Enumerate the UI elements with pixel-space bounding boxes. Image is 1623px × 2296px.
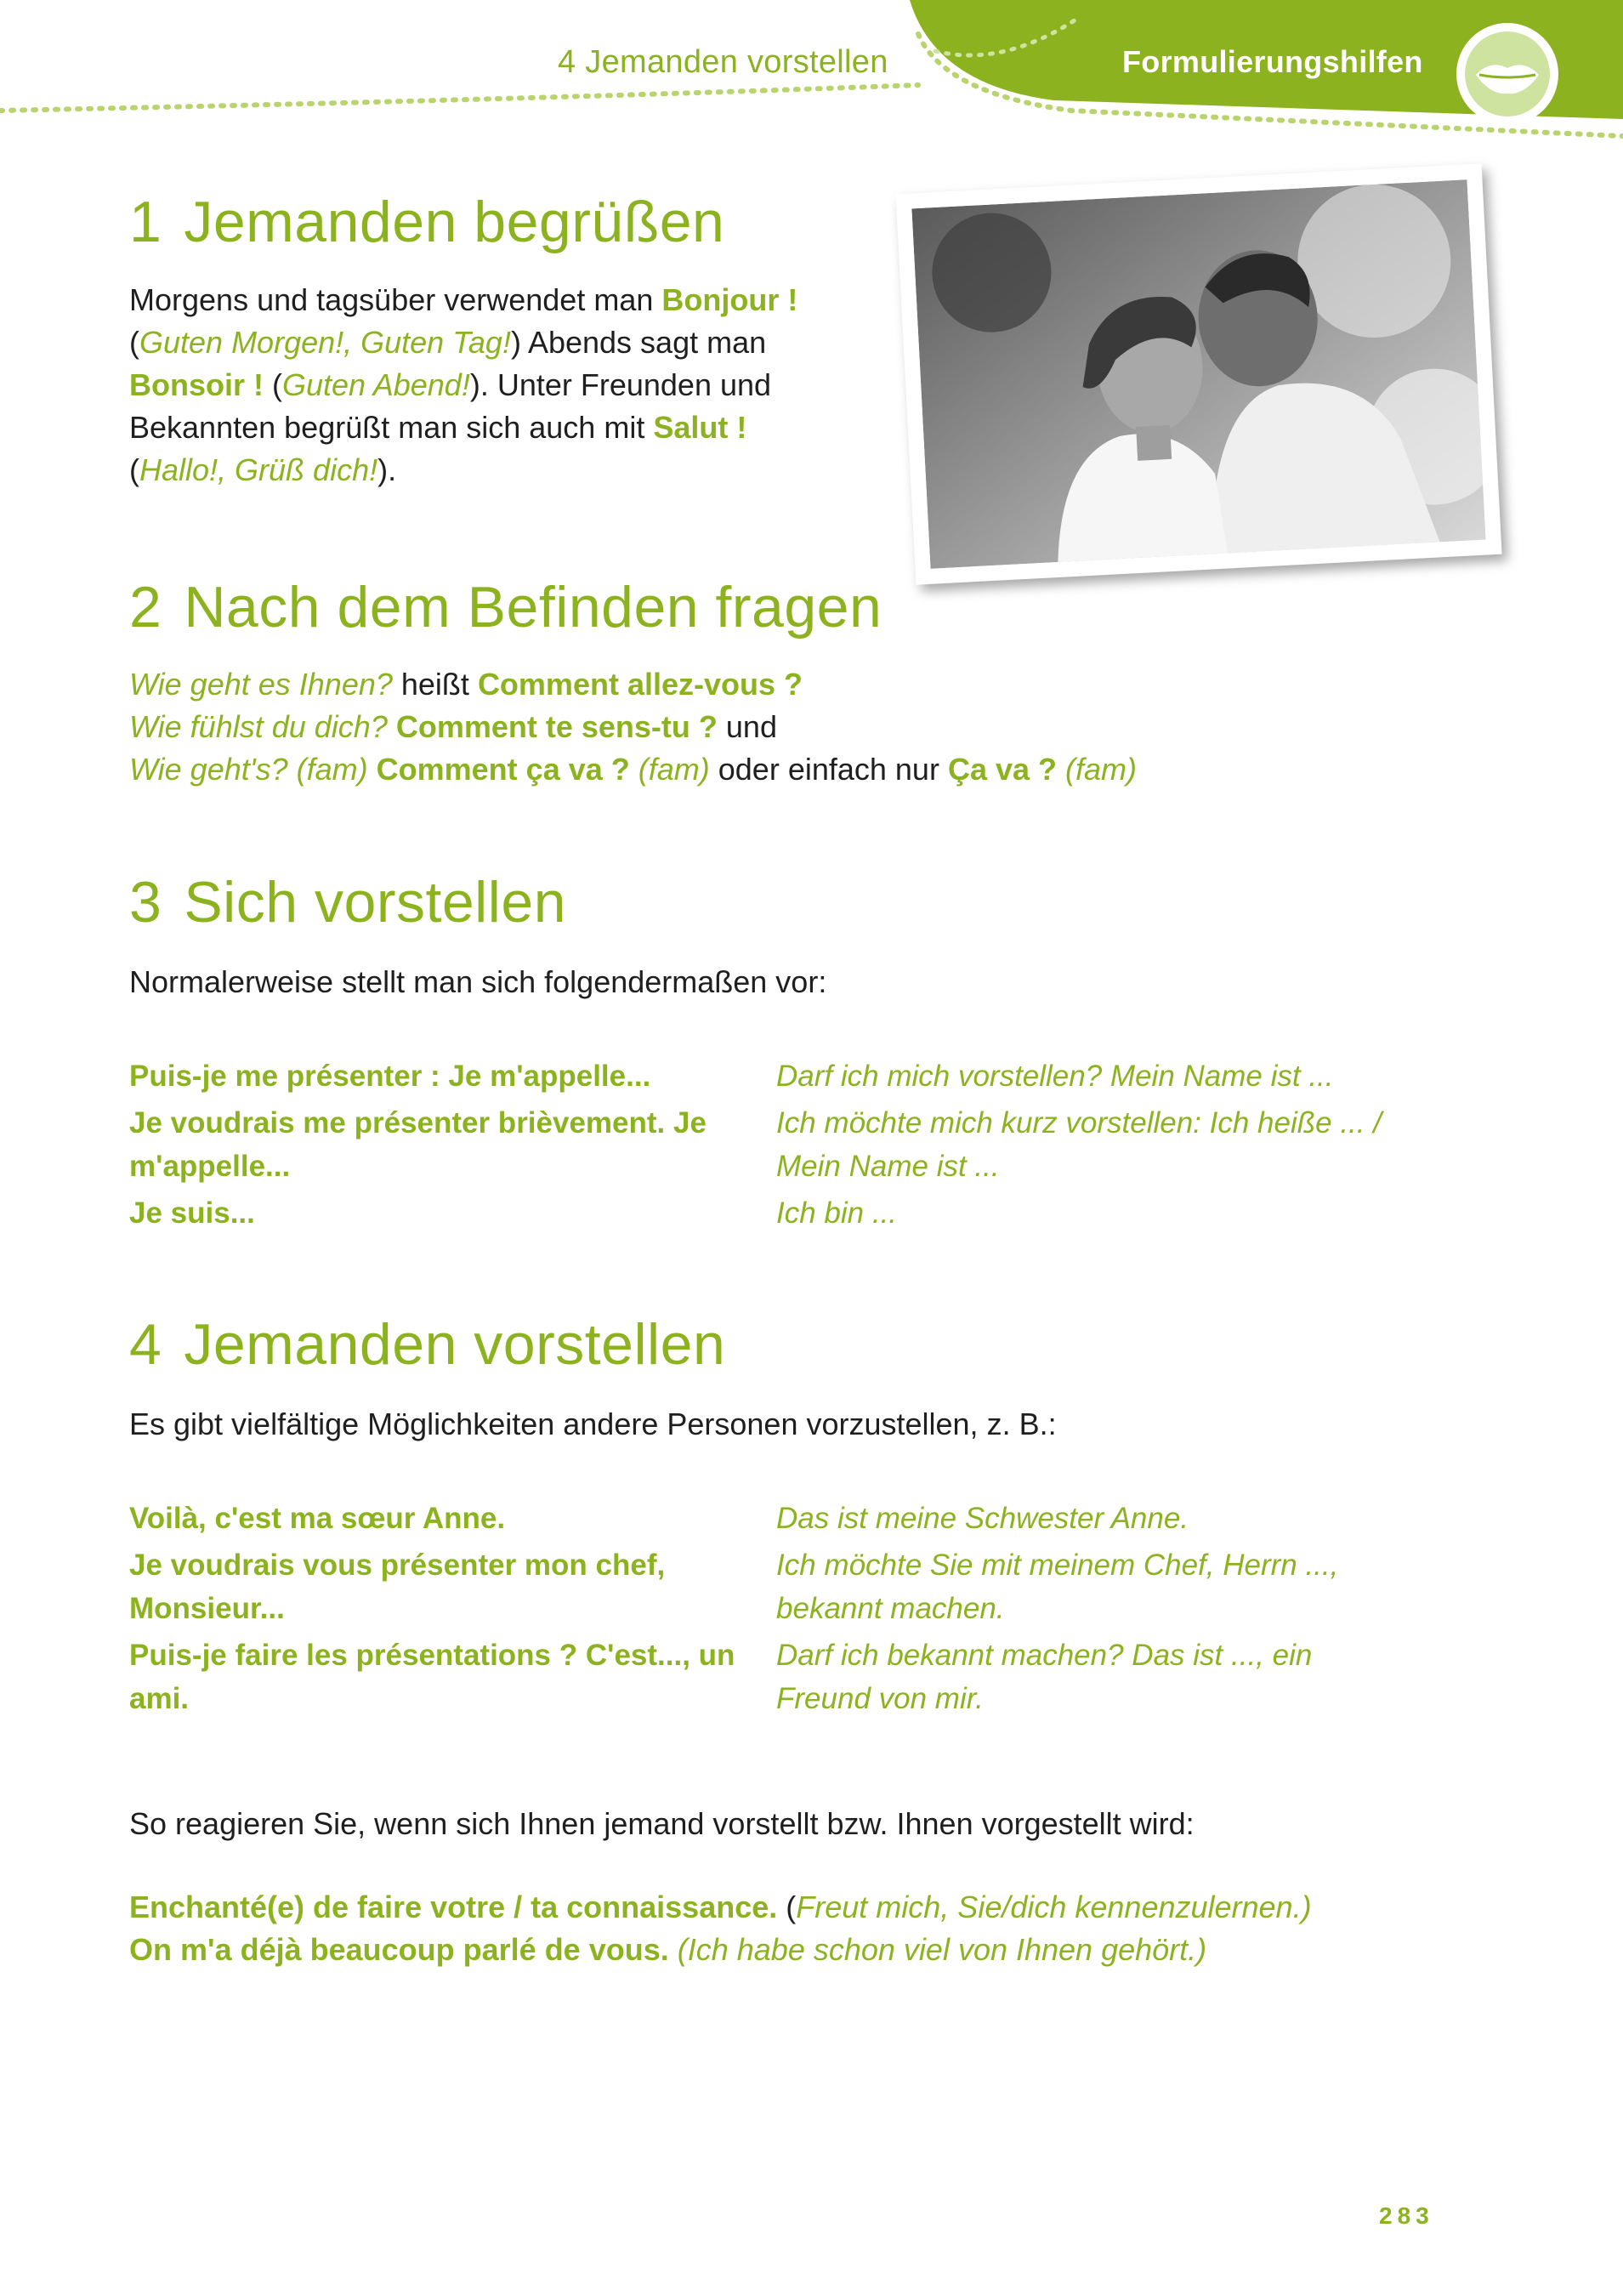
french-phrase: Comment allez-vous ? — [477, 667, 803, 702]
german-translation: Darf ich mich vorstellen? Mein Name ist ... — [776, 1060, 1334, 1093]
french-phrase: Bonsoir ! — [129, 367, 264, 402]
text: ( — [777, 1890, 797, 1924]
german-translation: Guten Morgen!, Guten Tag! — [139, 325, 511, 360]
french-phrase: Enchanté(e) de faire votre / ta connaissance. — [129, 1890, 778, 1924]
section-title: Jemanden vorstellen — [184, 1312, 726, 1377]
section-title: Nach dem Befinden fragen — [184, 575, 882, 639]
german-translation: Das ist meine Schwester Anne. — [776, 1502, 1189, 1535]
section-2-paragraph — [129, 663, 1405, 791]
section-4-heading — [129, 1311, 725, 1378]
text: ). Unter Freunden und — [469, 367, 772, 402]
section-1-heading — [129, 189, 724, 255]
text: Morgens und tagsüber verwendet man — [129, 282, 662, 317]
french-phrase: Voilà, c'est ma sœur Anne. — [129, 1502, 506, 1535]
text: und — [717, 709, 777, 744]
french-phrase: Comment ça va ? — [376, 752, 630, 787]
french-phrase: Je voudrais me présenter brièvement. Je m'appelle... — [129, 1106, 707, 1183]
french-phrase: Je suis... — [129, 1196, 255, 1230]
french-phrase: Je voudrais vous présenter mon chef, Monsieur... — [129, 1549, 666, 1625]
section-1-paragraph — [129, 279, 877, 492]
header-decoration — [0, 0, 1623, 170]
section-title: Sich vorstellen — [184, 870, 567, 935]
german-translation: Freut mich, Sie/dich kennenzulernen.) — [796, 1890, 1312, 1924]
section-number: 2 — [129, 575, 162, 639]
section-number: 3 — [129, 870, 162, 935]
section-tab-label: Formulierungshilfen — [1122, 44, 1423, 79]
section-number: 1 — [129, 190, 162, 254]
german-phrase: Wie geht es Ihnen? — [129, 667, 393, 702]
phrase-row — [129, 1054, 1405, 1098]
french-phrase: Bonjour ! — [661, 282, 798, 317]
text: Bekannten begrüßt man sich auch mit — [129, 410, 654, 445]
text: heißt — [392, 667, 478, 702]
chapter-title: 4 Jemanden vorstellen — [558, 44, 888, 80]
french-phrase: Puis-je me présenter : Je m'appelle... — [129, 1060, 651, 1093]
section-3-phrase-table — [129, 1054, 1405, 1238]
text: ). — [377, 452, 397, 487]
text: oder einfach nur — [709, 752, 948, 787]
text — [630, 752, 638, 787]
phrase-row — [129, 1634, 1405, 1720]
german-translation: Hallo!, Grüß dich! — [139, 452, 378, 487]
german-phrase: Wie fühlst du dich? — [129, 709, 388, 744]
phrase-row — [129, 1101, 1405, 1188]
french-phrase: Ça va ? — [947, 752, 1058, 787]
section-title: Jemanden begrüßen — [184, 190, 725, 254]
section-3-heading — [129, 869, 566, 935]
text: ( — [129, 452, 139, 487]
lips-icon — [1452, 19, 1563, 129]
german-phrase: Wie geht's? (fam) — [129, 752, 368, 787]
phrase-row — [129, 1497, 1405, 1540]
register-note: (fam) — [1065, 752, 1138, 787]
phrase-row — [129, 1191, 1405, 1235]
section-3-intro: Normalerweise stellt man sich folgendermaßen vor: — [129, 964, 827, 999]
page-number: 283 — [1379, 2202, 1434, 2229]
german-translation: (Ich habe schon viel von Ihnen gehört.) — [677, 1932, 1207, 1967]
couple-photo — [895, 163, 1501, 584]
register-note: (fam) — [638, 752, 710, 787]
section-4-intro: Es gibt vielfältige Möglichkeiten andere Personen vorzustellen, z. B.: — [129, 1407, 1057, 1441]
french-phrase: Comment te sens-tu ? — [395, 709, 718, 744]
text — [368, 752, 377, 787]
french-phrase: On m'a déjà beaucoup parlé de vous. — [129, 1932, 669, 1967]
reaction-intro: So reagieren Sie, wenn sich Ihnen jemand vorstellt bzw. Ihnen vorgestellt wird: — [129, 1806, 1195, 1841]
text: ( — [129, 325, 139, 360]
german-translation: Ich bin ... — [776, 1196, 898, 1230]
text: ( — [264, 367, 282, 402]
section-4-phrase-table — [129, 1497, 1405, 1724]
french-phrase: Salut ! — [653, 410, 747, 445]
german-translation: Ich möchte mich kurz vorstellen: Ich heiße ... / Mein Name ist ... — [776, 1106, 1382, 1183]
text — [1057, 752, 1065, 787]
section-number: 4 — [129, 1312, 162, 1377]
phrase-row — [129, 1543, 1405, 1630]
section-2-heading — [129, 574, 882, 640]
text: ) Abends sagt man — [510, 325, 767, 360]
german-translation: Darf ich bekannt machen? Das ist ..., ein Freund von mir. — [776, 1639, 1313, 1715]
text — [669, 1932, 678, 1967]
reaction-phrases — [129, 1886, 1490, 1971]
german-translation: Guten Abend! — [282, 367, 470, 402]
german-translation: Ich möchte Sie mit meinem Chef, Herrn ..., bekannt machen. — [776, 1549, 1339, 1625]
text — [388, 709, 396, 744]
french-phrase: Puis-je faire les présentations ? C'est..., un ami. — [129, 1639, 735, 1715]
